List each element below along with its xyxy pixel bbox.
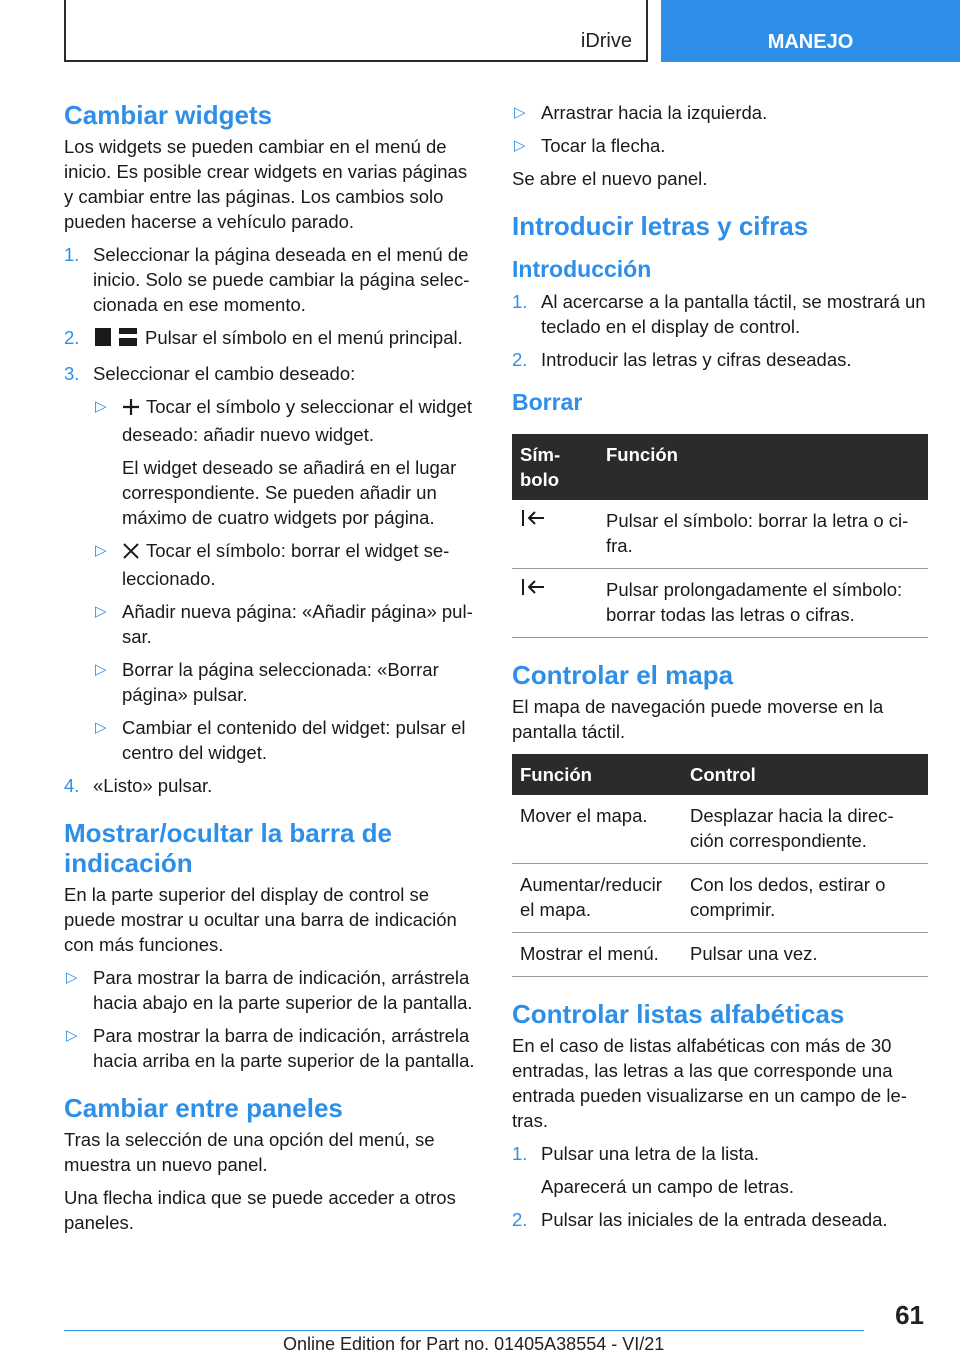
triangle-bullet-icon: ▷ — [95, 398, 107, 415]
table-cell: Con los dedos, estirar o comprimir. — [682, 864, 928, 933]
widgets-intro: Los widgets se pueden cambiar en el menú de inicio. Es posible crear widgets en varias páginas y cambiar entre las páginas. Los cambios solo pueden hacerse a vehículo parado. — [64, 136, 468, 232]
step-number: 1. — [512, 291, 528, 312]
step-number: 3. — [64, 363, 80, 384]
sub-item-text: Tocar el símbolo y seleccionar el widget deseado: añadir nuevo widget. — [122, 396, 472, 445]
step-text: Pulsar una letra de la lista. — [541, 1143, 760, 1164]
lists-heading: Controlar listas alfabéticas — [512, 999, 845, 1029]
intro-subheading: Introducción — [512, 256, 652, 282]
table-header-cell: Control — [682, 754, 928, 795]
bar-item-text: Para mostrar la barra de indicación, arrástrela hacia abajo en la parte superior de la pantalla. — [93, 967, 473, 1013]
section-label: MANEJO — [767, 31, 854, 53]
delete-table — [512, 434, 928, 638]
intro-step-1 — [512, 289, 926, 339]
intro-step-2 — [512, 347, 926, 372]
bar-item-text: Para mostrar la barra de indicación, arrástrela hacia arriba en la parte superior de la pantalla. — [93, 1025, 475, 1071]
panel-item-text: Arrastrar hacia la izquierda. — [541, 102, 768, 123]
table-cell: Desplazar hacia la dirección correspondiente. — [682, 795, 928, 864]
step-text: Pulsar las iniciales de la entrada deseada. — [541, 1209, 888, 1230]
sub-item-text: Borrar la página seleccionada: «Borrar página» pulsar. — [122, 659, 439, 705]
map-intro: El mapa de navegación puede moverse en la pantalla táctil. — [512, 696, 884, 742]
table-header-cell: Función — [512, 754, 682, 795]
panels-heading: Cambiar entre paneles — [64, 1093, 343, 1123]
table-cell — [512, 569, 598, 638]
sub-item-delete-widget — [93, 538, 478, 591]
step-number: 1. — [64, 244, 80, 265]
sub-item-text: Cambiar el contenido del widget: pulsar el centro del widget. — [122, 717, 466, 763]
triangle-bullet-icon: ▷ — [66, 1027, 78, 1044]
panels-paragraph-2: Una flecha indica que se puede acceder a otros paneles. — [64, 1187, 456, 1233]
table-cell: Mostrar el menú. — [512, 933, 682, 977]
backspace-icon — [520, 511, 546, 532]
widgets-heading: Cambiar widgets — [64, 100, 273, 130]
table-header-row — [512, 754, 928, 795]
table-cell: Pulsar prolongadamente el símbolo: borrar todas las letras o cifras. — [598, 569, 928, 638]
step-number: 2. — [512, 1209, 528, 1230]
panels-paragraph-1: Tras la selección de una opción del menú, se muestra un nuevo panel. — [64, 1129, 435, 1175]
step-text: Introducir las letras y cifras deseadas. — [541, 349, 852, 370]
step-text: Seleccionar el cambio deseado: — [93, 363, 356, 384]
sub-item-add-page — [93, 599, 478, 649]
triangle-bullet-icon: ▷ — [95, 542, 107, 559]
panel-item-arrow — [512, 133, 926, 158]
triangle-bullet-icon: ▷ — [514, 137, 526, 154]
main-menu-icon — [93, 327, 139, 353]
table-cell: Mover el mapa. — [512, 795, 682, 864]
bar-intro: En la parte superior del display de control se puede mostrar u ocultar una barra de indicación con más funciones. — [64, 884, 457, 955]
left-column — [64, 100, 478, 1243]
bar-item-show — [64, 965, 478, 1015]
step-text: Pulsar el símbolo en el menú principal. — [145, 327, 463, 348]
table-row — [512, 569, 928, 638]
sub-item-text: Añadir nueva página: «Añadir página» pulsar. — [122, 601, 473, 647]
step-number: 1. — [512, 1143, 528, 1164]
lists-step-1 — [512, 1141, 926, 1166]
triangle-bullet-icon: ▷ — [95, 661, 107, 678]
table-cell — [512, 500, 598, 569]
sub-item-continuation: El widget deseado se añadirá en el lugar correspondiente. Se pueden añadir un máximo de cuatro widgets por página. — [122, 457, 457, 528]
right-column — [512, 100, 926, 1240]
table-row — [512, 864, 928, 933]
close-icon — [122, 541, 140, 566]
step-3 — [64, 361, 478, 386]
step-2 — [64, 325, 478, 353]
panel-result: Se abre el nuevo panel. — [512, 168, 708, 189]
table-header-cell: Símbolo — [512, 434, 598, 500]
edition-text: Online Edition for Part no. 01405A38554 - VI/21 — [283, 1334, 665, 1354]
sub-item-change-content — [93, 715, 478, 765]
step-4 — [64, 773, 478, 798]
step-text: Aparecerá un campo de letras. — [541, 1176, 794, 1197]
step-number: 2. — [512, 349, 528, 370]
sub-item-add-widget — [93, 394, 478, 447]
step-text: Al acercarse a la pantalla táctil, se mostrará un teclado en el display de control. — [541, 291, 926, 337]
sub-item-text: Tocar el símbolo: borrar el widget seleccionado. — [122, 540, 450, 589]
backspace-icon — [520, 580, 546, 601]
section-tab — [661, 0, 960, 62]
table-cell: Aumentar/reducir el mapa. — [512, 864, 682, 933]
triangle-bullet-icon: ▷ — [95, 719, 107, 736]
table-row — [512, 500, 928, 569]
triangle-bullet-icon: ▷ — [66, 969, 78, 986]
header-chapter-box — [64, 0, 648, 62]
table-row — [512, 933, 928, 977]
delete-subheading: Borrar — [512, 389, 583, 415]
panel-item-drag — [512, 100, 926, 125]
chapter-label: iDrive — [580, 30, 632, 52]
lists-step-continuation — [512, 1174, 926, 1199]
page-number: 61 — [895, 1300, 924, 1330]
table-row — [512, 795, 928, 864]
bar-heading: Mostrar/ocultar la barra de indicación — [64, 818, 392, 878]
letters-heading: Introducir letras y cifras — [512, 211, 809, 241]
table-cell: Pulsar el símbolo: borrar la letra o cifra. — [598, 500, 928, 569]
step-number: 2. — [64, 327, 80, 348]
table-header-row — [512, 434, 928, 500]
triangle-bullet-icon: ▷ — [514, 104, 526, 121]
panel-item-text: Tocar la flecha. — [541, 135, 666, 156]
step-text: Seleccionar la página deseada en el menú de inicio. Solo se puede cambiar la página seleccionada en ese momento. — [93, 244, 470, 315]
step-number: 4. — [64, 775, 80, 796]
lists-intro: En el caso de listas alfabéticas con más de 30 entradas, las letras a las que corresponde una entrada pueden visualizarse en un campo de letras. — [512, 1035, 907, 1131]
triangle-bullet-icon: ▷ — [95, 603, 107, 620]
plus-icon — [122, 397, 140, 422]
footer-divider — [64, 1330, 864, 1331]
bar-item-hide — [64, 1023, 478, 1073]
sub-item-delete-page — [93, 657, 478, 707]
table-header-cell: Función — [598, 434, 928, 500]
map-heading: Controlar el mapa — [512, 660, 734, 690]
lists-step-2 — [512, 1207, 926, 1232]
map-table — [512, 754, 928, 977]
step-1 — [64, 242, 478, 317]
step-text: «Listo» pulsar. — [93, 775, 213, 796]
table-cell: Pulsar una vez. — [682, 933, 928, 977]
